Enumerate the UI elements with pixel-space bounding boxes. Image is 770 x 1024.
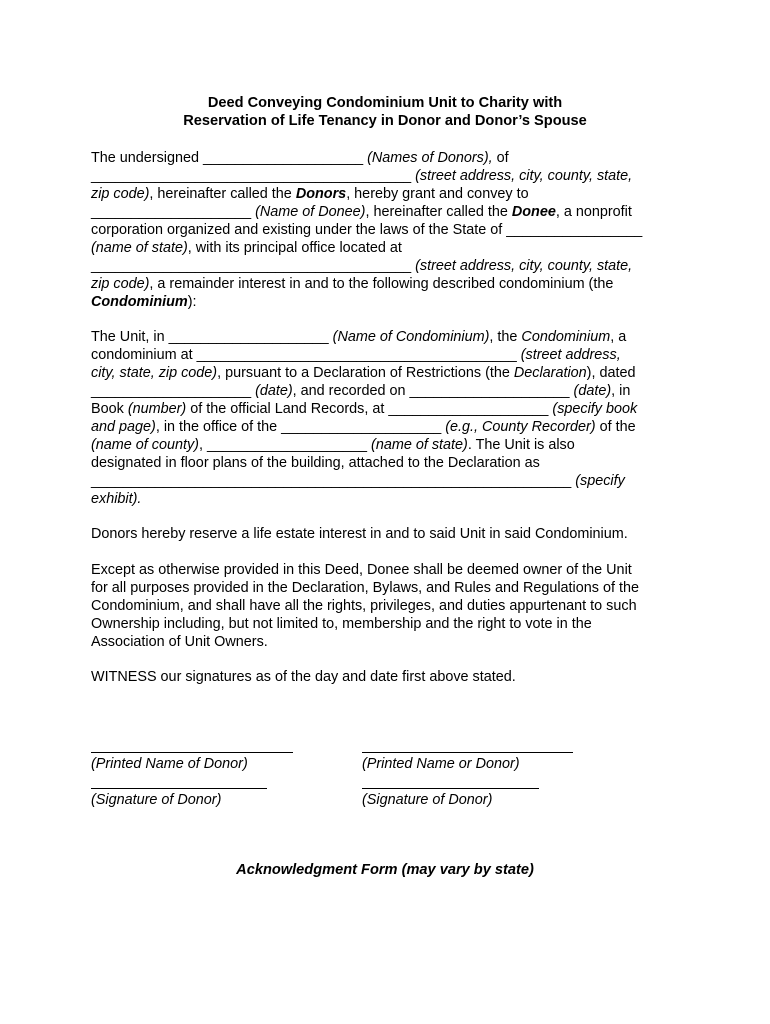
text-line: zip code), a remainder interest in and to the following described condominium (the: [91, 276, 614, 292]
text-line: exhibit).: [91, 491, 142, 507]
text-line: Condominium):: [91, 294, 197, 310]
document-title-line-2: Reservation of Life Tenancy in Donor and Donor’s Spouse: [183, 113, 587, 129]
printed-name-line-left[interactable]: [91, 752, 293, 753]
text-line: ________________________________________ (street address, city, county, state,: [91, 168, 633, 184]
text-line: (name of state), with its principal office located at: [91, 240, 402, 256]
signature-line-right[interactable]: [362, 788, 539, 789]
acknowledgment-heading: Acknowledgment Form (may vary by state): [236, 862, 534, 878]
signature-label-left: (Signature of Donor): [91, 792, 222, 808]
text-line: The Unit, in ____________________ (Name of Condominium), the Condominium, a: [91, 329, 627, 345]
text-line: Book (number) of the official Land Records, at ____________________ (specify book: [91, 401, 638, 417]
text-line: ____________________________________________________________ (specify: [91, 473, 625, 489]
text-line: Association of Unit Owners.: [91, 634, 268, 650]
text-line: city, state, zip code), pursuant to a Declaration of Restrictions (the Declaration), dated: [91, 365, 636, 381]
text-line: and page), in the office of the ____________________ (e.g., County Recorder) of the: [91, 419, 636, 435]
text-line: ________________________________________ (street address, city, county, state,: [91, 258, 633, 274]
text-line: Condominium, and shall have all the rights, privileges, and duties appurtenant to such: [91, 598, 637, 614]
text-line: zip code), hereinafter called the Donors, hereby grant and convey to: [91, 186, 529, 202]
printed-name-line-right[interactable]: [362, 752, 573, 753]
signature-label-right: (Signature of Donor): [362, 792, 493, 808]
text-line: Ownership including, but not limited to, membership and the right to vote in the: [91, 616, 592, 632]
text-line: condominium at ________________________________________ (street address,: [91, 347, 621, 363]
text-line: Except as otherwise provided in this Deed, Donee shall be deemed owner of the Unit: [91, 562, 632, 578]
text-line: for all purposes provided in the Declaration, Bylaws, and Rules and Regulations of the: [91, 580, 639, 596]
text-line: (name of county), ____________________ (name of state). The Unit is also: [91, 437, 575, 453]
text-line: ____________________ (Name of Donee), hereinafter called the Donee, a nonprofit: [91, 204, 632, 220]
paragraph-witness: WITNESS our signatures as of the day and date first above stated.: [91, 669, 516, 685]
text-line: The undersigned ____________________ (Names of Donors), of: [91, 150, 509, 166]
text-line: corporation organized and existing under the laws of the State of _________________: [91, 222, 643, 238]
text-line: designated in floor plans of the building, attached to the Declaration as: [91, 455, 540, 471]
printed-name-label-left: (Printed Name of Donor): [91, 756, 248, 772]
signature-line-left[interactable]: [91, 788, 267, 789]
text-line: ____________________ (date), and recorded on ____________________ (date), in: [91, 383, 631, 399]
paragraph-life-estate: Donors hereby reserve a life estate interest in and to said Unit in said Condominium.: [91, 526, 628, 542]
printed-name-label-right: (Printed Name or Donor): [362, 756, 520, 772]
document-title-line-1: Deed Conveying Condominium Unit to Charity with: [207, 95, 563, 111]
